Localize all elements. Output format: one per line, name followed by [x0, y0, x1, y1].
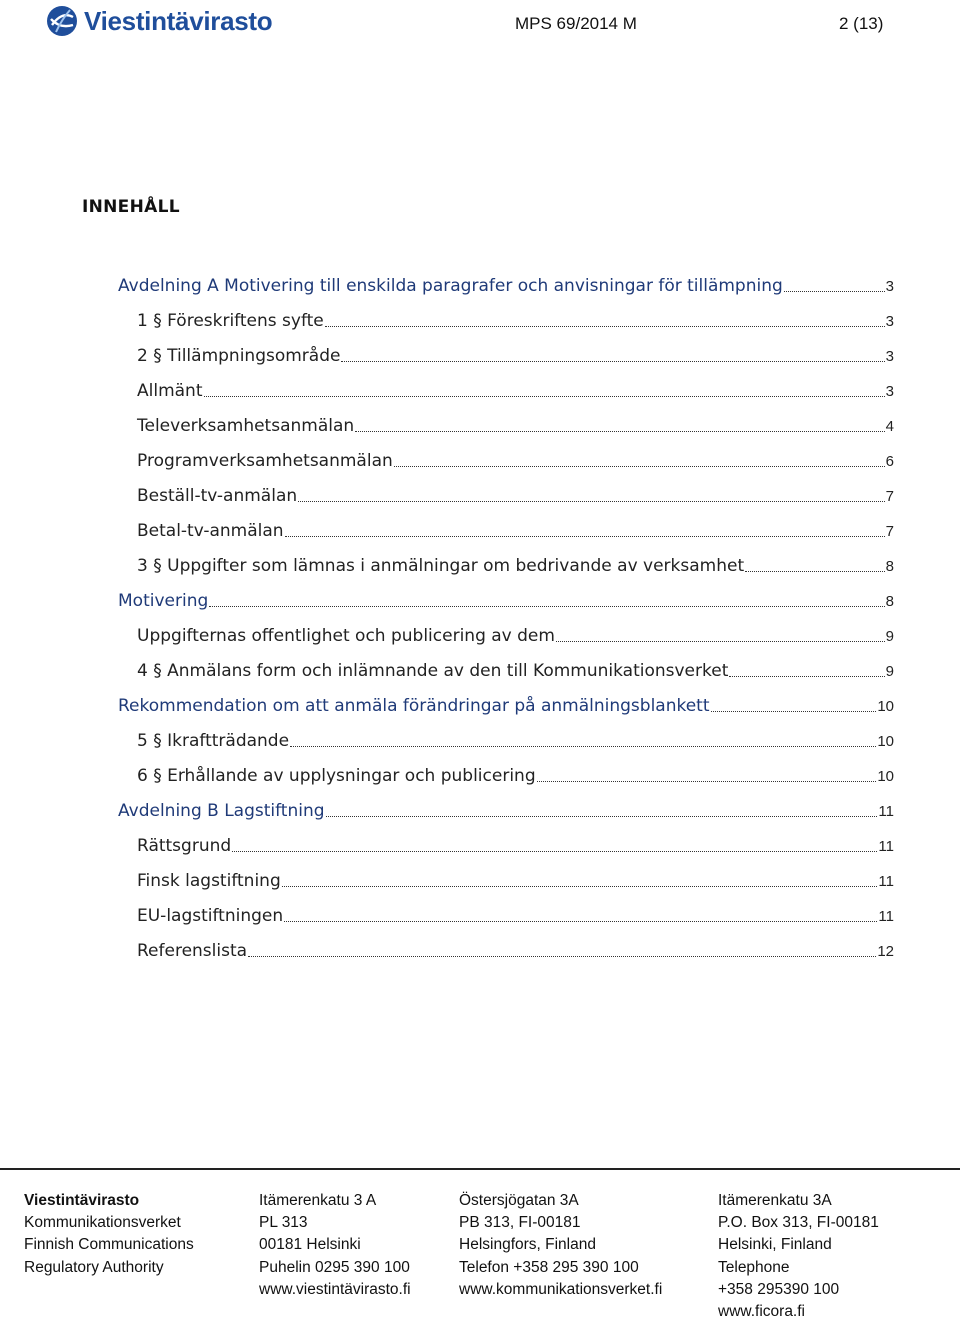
toc-entry[interactable]: [137, 902, 894, 926]
logo: [46, 4, 272, 38]
toc-entry-label: 3 § Uppgifter som lämnas i anmälningar om bedrivande av verksamhet: [137, 556, 745, 576]
toc-entry[interactable]: [118, 797, 894, 821]
footer-line: Telephone: [718, 1258, 790, 1276]
toc-entry-page: 3: [885, 278, 894, 295]
toc-dot-leader: [284, 921, 877, 922]
toc-dot-leader: [341, 361, 884, 362]
toc-entry[interactable]: [137, 622, 894, 646]
toc-entry[interactable]: [118, 692, 894, 716]
footer-line: Puhelin 0295 390 100: [259, 1258, 410, 1276]
footer-line: Regulatory Authority: [24, 1258, 164, 1276]
toc-entry-page: 6: [885, 453, 894, 470]
footer-line: Telefon +358 295 390 100: [459, 1258, 639, 1276]
toc-entry-label: 5 § Ikraftträdande: [137, 731, 290, 751]
viestintavirasto-logo-icon: [46, 5, 78, 37]
toc-entry[interactable]: [137, 727, 894, 751]
toc-entry-page: 10: [877, 768, 894, 785]
toc-heading: INNEHÅLL: [82, 197, 180, 217]
footer-line: Viestintävirasto: [24, 1192, 140, 1209]
footer-column: [459, 1190, 662, 1301]
toc-dot-leader: [285, 536, 885, 537]
toc-entry[interactable]: [137, 412, 894, 436]
toc-dot-leader: [355, 431, 884, 432]
toc-entry-label: Programverksamhetsanmälan: [137, 451, 393, 471]
toc-dot-leader: [784, 291, 885, 292]
footer-line: www.kommunikationsverket.fi: [459, 1280, 663, 1298]
toc-entry[interactable]: [137, 342, 894, 366]
toc-entry-page: 11: [878, 838, 894, 855]
toc-dot-leader: [325, 326, 885, 327]
toc-dot-leader: [745, 571, 885, 572]
toc-entry[interactable]: [137, 937, 894, 961]
toc-entry-page: 3: [885, 383, 894, 400]
toc-entry-page: 11: [878, 873, 894, 890]
toc-dot-leader: [282, 886, 878, 887]
toc-entry-page: 8: [885, 558, 894, 575]
toc-entry[interactable]: [137, 657, 894, 681]
toc-entry[interactable]: [137, 482, 894, 506]
toc-entry-page: 8: [885, 593, 894, 610]
toc-entry-label: Televerksamhetsanmälan: [137, 416, 355, 436]
toc-entry-label: Avdelning B Lagstiftning: [118, 801, 325, 821]
toc-entry-page: 11: [878, 908, 894, 925]
footer-line: 00181 Helsinki: [259, 1236, 361, 1254]
footer-column: [718, 1190, 879, 1323]
toc-entry[interactable]: [118, 587, 894, 611]
toc-entry-label: Uppgifternas offentlighet och publicering av dem: [137, 626, 555, 646]
toc-entry[interactable]: [137, 377, 894, 401]
toc-entry-label: Motivering: [118, 591, 209, 611]
toc-entry-page: 7: [885, 523, 894, 540]
toc-entry-label: 6 § Erhållande av upplysningar och publicering: [137, 766, 536, 786]
footer-line: Finnish Communications: [24, 1236, 194, 1254]
toc-entry-label: EU-lagstiftningen: [137, 906, 284, 926]
toc-dot-leader: [537, 781, 877, 782]
footer-line: P.O. Box 313, FI-00181: [718, 1214, 879, 1232]
toc-entry-label: Referenslista: [137, 941, 248, 961]
footer-line: www.ficora.fi: [718, 1303, 805, 1321]
footer-line: +358 295390 100: [718, 1280, 840, 1298]
toc-entry[interactable]: [137, 517, 894, 541]
toc-entry-page: 4: [885, 418, 894, 435]
toc-dot-leader: [556, 641, 885, 642]
toc-entry-label: Allmänt: [137, 381, 203, 401]
toc-entry-label: 4 § Anmälans form och inlämnande av den till Kommunikationsverket: [137, 661, 729, 681]
footer-line: Östersjögatan 3A: [459, 1192, 579, 1209]
toc-entry[interactable]: [137, 307, 894, 331]
toc-entry-label: Finsk lagstiftning: [137, 871, 281, 891]
toc-entry[interactable]: [137, 447, 894, 471]
toc-entry-label: Beställ-tv-anmälan: [137, 486, 298, 506]
toc-entry-page: 10: [877, 733, 894, 750]
toc-dot-leader: [729, 676, 884, 677]
toc-entry-page: 3: [885, 313, 894, 330]
toc-dot-leader: [326, 816, 878, 817]
footer-line: PB 313, FI-00181: [459, 1214, 581, 1232]
footer-line: Helsingfors, Finland: [459, 1236, 596, 1254]
document-reference: MPS 69/2014 M: [515, 14, 637, 33]
footer-line: PL 313: [259, 1214, 308, 1232]
toc-entry-label: Rekommendation om att anmäla förändringar på anmälningsblankett: [118, 696, 710, 716]
toc-entry-label: Rättsgrund: [137, 836, 232, 856]
page-number: 2 (13): [839, 14, 884, 33]
toc-entry[interactable]: [137, 762, 894, 786]
logo-text: Viestintävirasto: [84, 5, 273, 36]
toc-entry-page: 10: [877, 698, 894, 715]
toc-dot-leader: [232, 851, 877, 852]
toc-entry-page: 7: [885, 488, 894, 505]
toc-entry-page: 9: [885, 663, 894, 680]
toc-entry-page: 9: [885, 628, 894, 645]
footer-divider: [0, 1168, 960, 1170]
toc-entry-page: 12: [877, 943, 894, 960]
footer-line: Itämerenkatu 3 A: [259, 1192, 377, 1209]
toc-entry[interactable]: [137, 552, 894, 576]
toc-entry-page: 11: [878, 803, 894, 820]
toc-dot-leader: [298, 501, 885, 502]
toc-dot-leader: [248, 956, 876, 957]
footer-line: www.viestintävirasto.fi: [259, 1280, 411, 1298]
toc-entry[interactable]: [137, 832, 894, 856]
toc-entry-label: Betal-tv-anmälan: [137, 521, 284, 541]
toc-dot-leader: [711, 711, 877, 712]
toc-dot-leader: [290, 746, 876, 747]
toc-entry-page: 3: [885, 348, 894, 365]
footer-line: Kommunikationsverket: [24, 1214, 181, 1232]
toc-entry-label: 2 § Tillämpningsområde: [137, 346, 341, 366]
toc-entry[interactable]: [118, 272, 894, 296]
footer-column: [259, 1190, 411, 1301]
toc-dot-leader: [209, 606, 884, 607]
toc-dot-leader: [394, 466, 885, 467]
footer-line: Itämerenkatu 3A: [718, 1192, 832, 1209]
toc-entry-label: Avdelning A Motivering till enskilda paragrafer och anvisningar för tillämpning: [118, 276, 783, 296]
toc-entry-label: 1 § Föreskriftens syfte: [137, 311, 324, 331]
footer-line: Helsinki, Finland: [718, 1236, 832, 1254]
toc-entry[interactable]: [137, 867, 894, 891]
toc-dot-leader: [204, 396, 885, 397]
footer-column: [24, 1190, 194, 1279]
